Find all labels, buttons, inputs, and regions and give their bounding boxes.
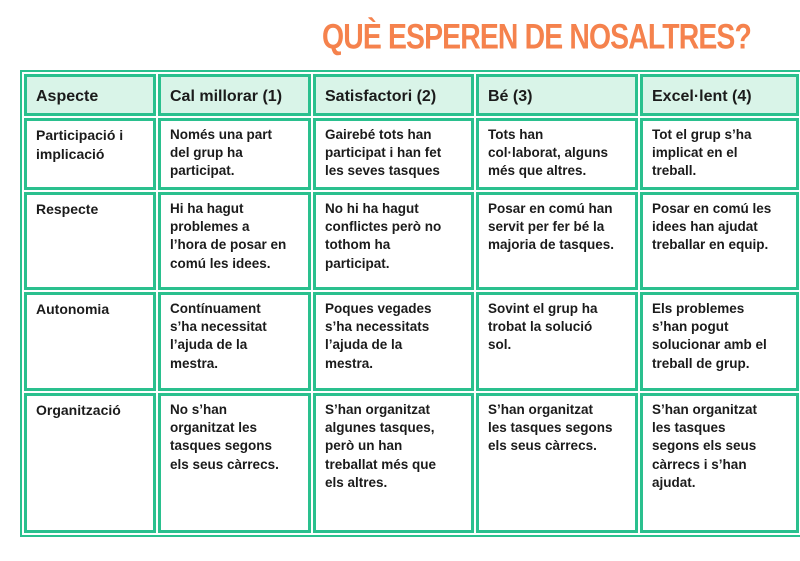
- cell-organitzacio-4: S’han organitzat les tasques segons els seus càrrecs i s’han ajudat.: [640, 393, 799, 533]
- table-header-row: [24, 74, 799, 116]
- cell-autonomia-3: Sovint el grup ha trobat la solució sol.: [476, 292, 638, 391]
- table-row: [24, 292, 799, 391]
- cell-organitzacio-3: S’han organitzat les tasques segons els seus càrrecs.: [476, 393, 638, 533]
- cell-respecte-2: No hi ha hagut conflictes però no tothom ha participat.: [313, 192, 474, 290]
- rubric-table: [20, 70, 800, 537]
- cell-participacio-4: Tot el grup s’ha implicat en el treball.: [640, 118, 799, 190]
- cell-respecte-1: Hi ha hagut problemes a l’hora de posar en comú les idees.: [158, 192, 311, 290]
- cell-organitzacio-1: No s’han organitzat les tasques segons els seus càrrecs.: [158, 393, 311, 533]
- row-header-autonomia: Autonomia: [24, 292, 156, 391]
- cell-participacio-3: Tots han col·laborat, alguns més que altres.: [476, 118, 638, 190]
- page-title: QUÈ ESPEREN DE NOSALTRES?: [322, 16, 751, 56]
- row-header-participacio: Participació i implicació: [24, 118, 156, 190]
- cell-participacio-1: Només una part del grup ha participat.: [158, 118, 311, 190]
- cell-autonomia-4: Els problemes s’han pogut solucionar amb el treball de grup.: [640, 292, 799, 391]
- column-header-aspecte: Aspecte: [24, 74, 156, 116]
- table-row: [24, 192, 799, 290]
- cell-autonomia-2: Poques vegades s’ha necessitats l’ajuda de la mestra.: [313, 292, 474, 391]
- table-row: [24, 393, 799, 533]
- cell-participacio-2: Gairebé tots han participat i han fet les seves tasques: [313, 118, 474, 190]
- column-header-be: Bé (3): [476, 74, 638, 116]
- table-row: [24, 118, 799, 190]
- row-header-organitzacio: Organització: [24, 393, 156, 533]
- column-header-cal-millorar: Cal millorar (1): [158, 74, 311, 116]
- column-header-satisfactori: Satisfactori (2): [313, 74, 474, 116]
- column-header-excellent: Excel·lent (4): [640, 74, 799, 116]
- cell-respecte-3: Posar en comú han servit per fer bé la majoria de tasques.: [476, 192, 638, 290]
- cell-respecte-4: Posar en comú les idees han ajudat treballar en equip.: [640, 192, 799, 290]
- row-header-respecte: Respecte: [24, 192, 156, 290]
- cell-autonomia-1: Contínuament s’ha necessitat l’ajuda de la mestra.: [158, 292, 311, 391]
- cell-organitzacio-2: S’han organitzat algunes tasques, però un han treballat més que els altres.: [313, 393, 474, 533]
